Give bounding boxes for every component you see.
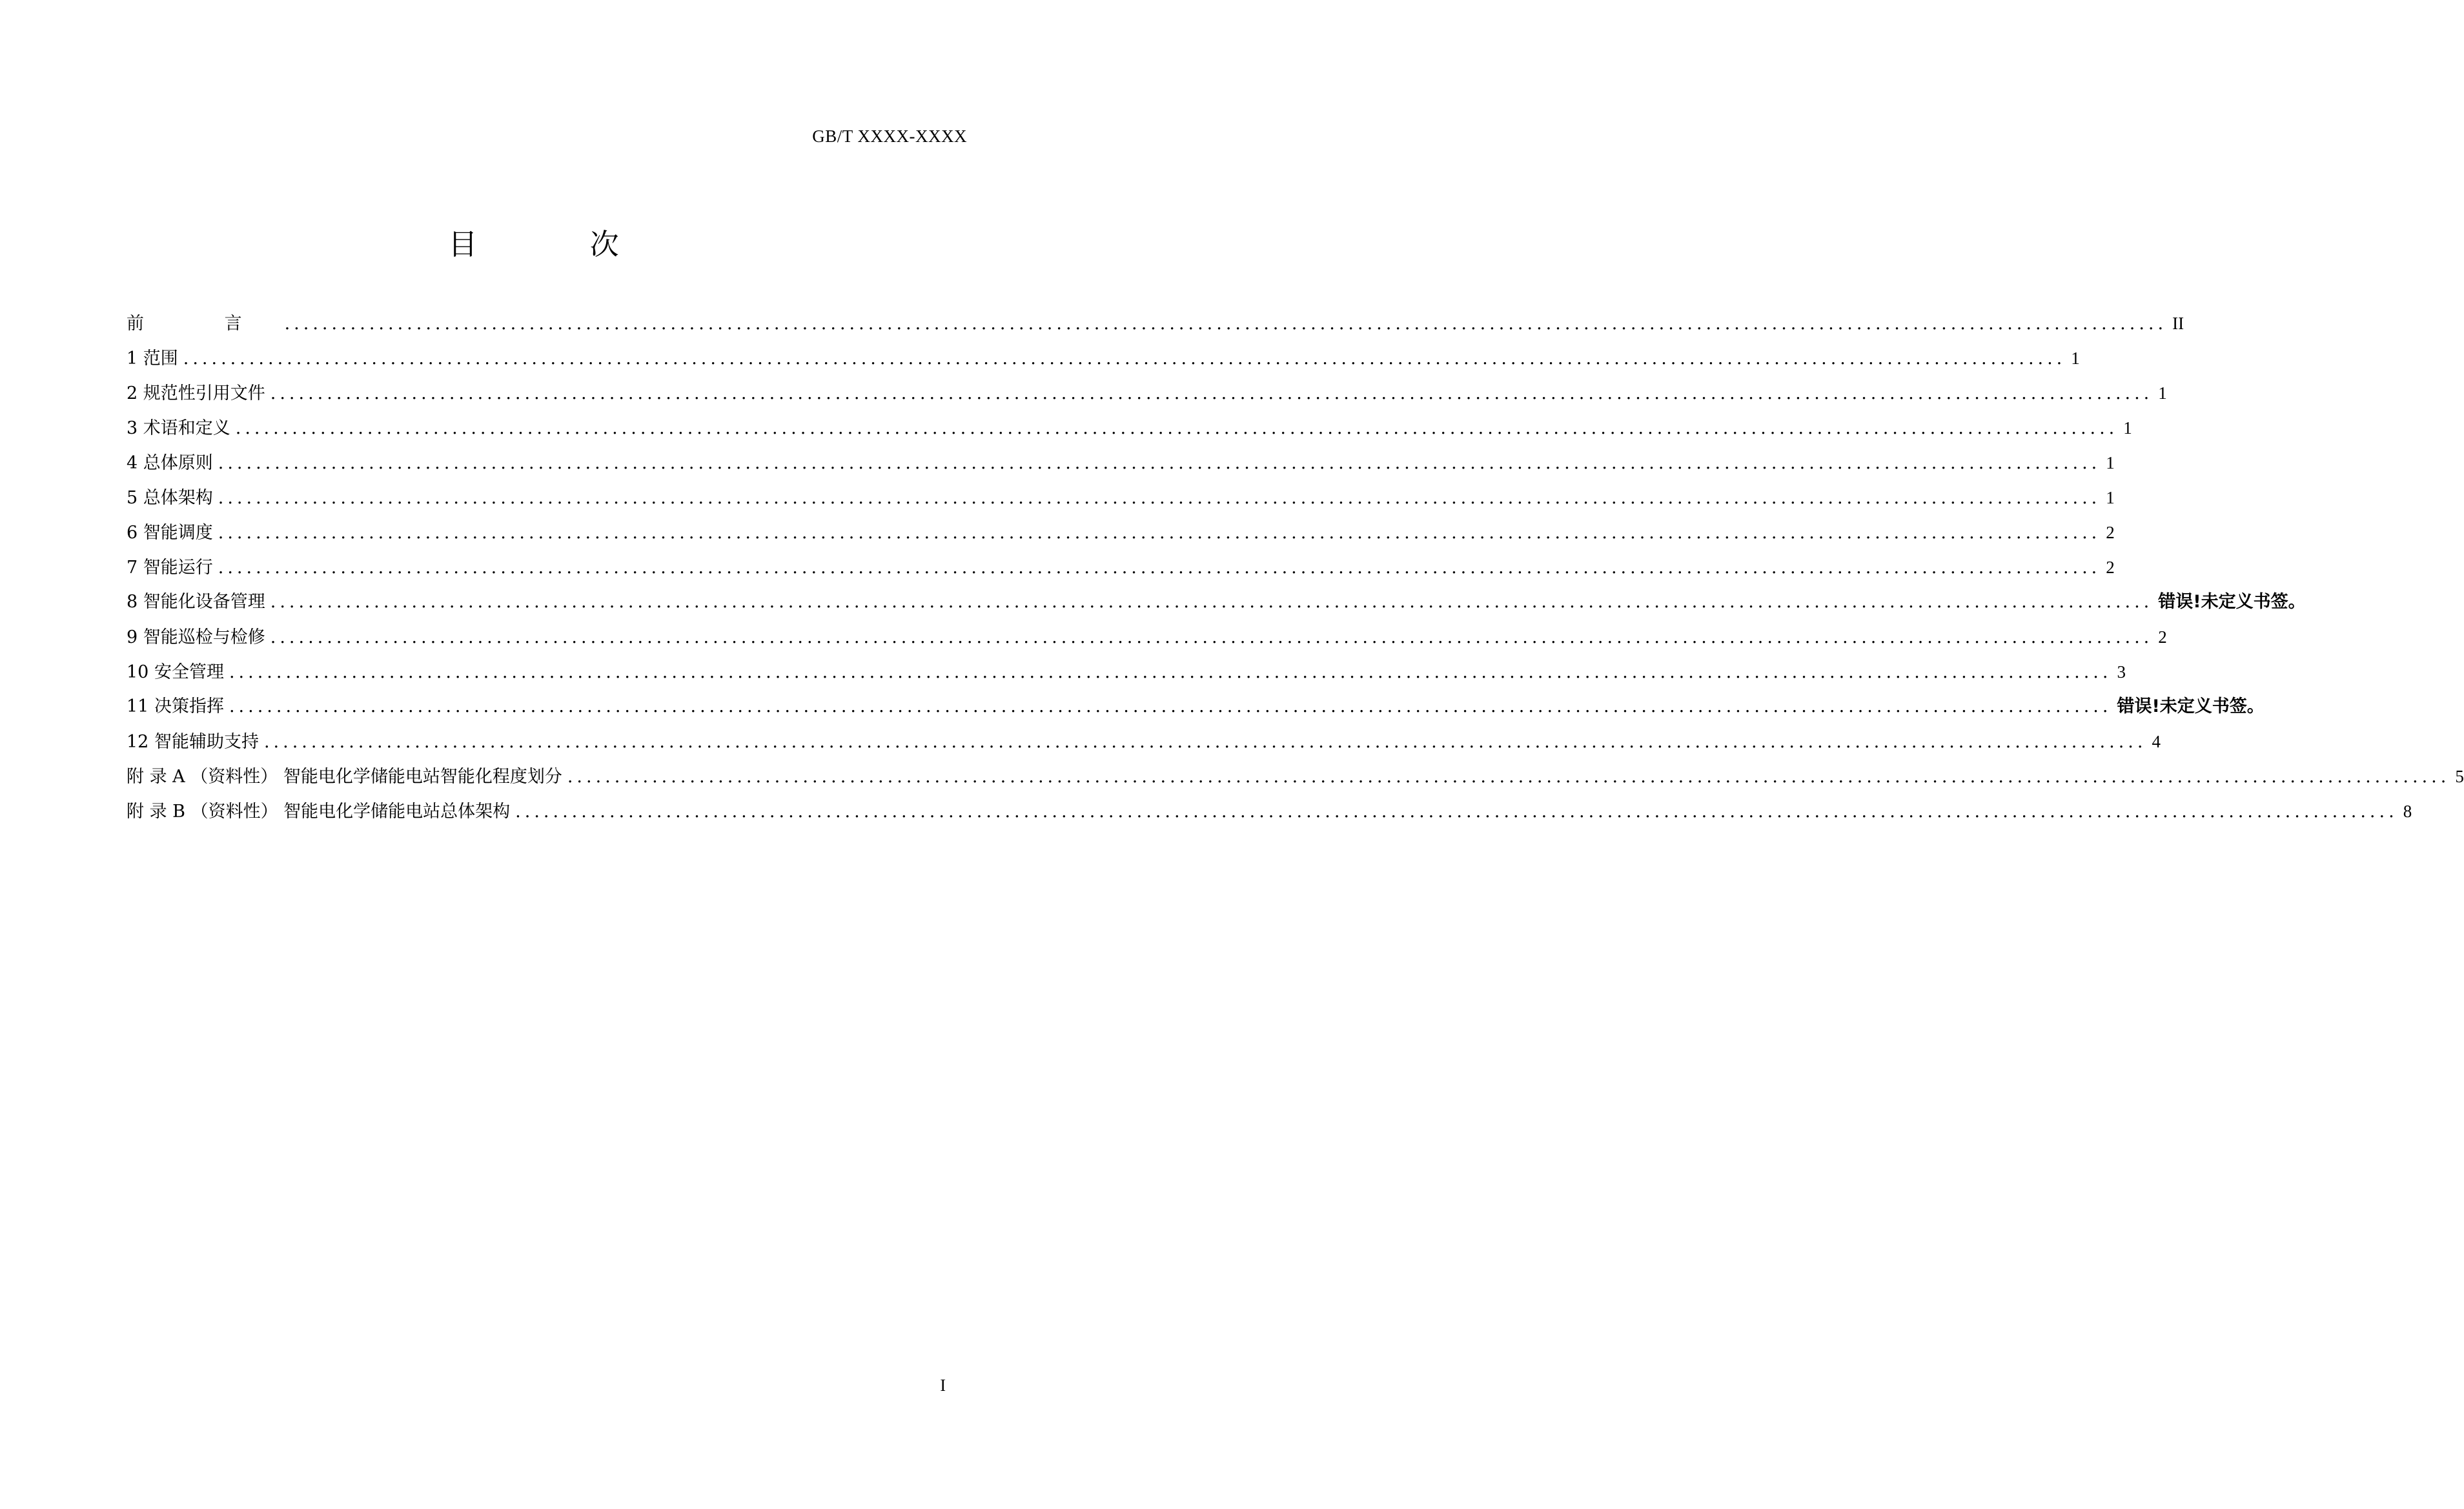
toc-entry[interactable] (127, 759, 2464, 794)
toc-entry-label: 8 智能化设备管理 (127, 592, 265, 612)
toc-entry[interactable] (127, 410, 2132, 445)
toc-entry-page-error: 错误!未定义书签。 (2117, 696, 2265, 716)
toc-entry-label: 3 术语和定义 (127, 418, 230, 438)
toc-dot-leader: ........................................................................................................................................................................................................ (218, 488, 2101, 508)
toc-entry-label: 10 安全管理 (127, 662, 224, 682)
toc-entry[interactable] (127, 794, 2412, 829)
toc-dot-leader: ........................................................................................................................................................................................................ (284, 314, 2168, 334)
toc-entry[interactable] (127, 376, 2167, 410)
page-number: I (940, 1376, 946, 1395)
toc-entry-page: 2 (2106, 523, 2115, 542)
toc-dot-leader: ........................................................................................................................................................................................................ (229, 696, 2112, 716)
toc-title: 目 次 (448, 227, 671, 261)
toc-entry-page: II (2172, 314, 2184, 333)
toc-entry[interactable] (127, 689, 2265, 724)
toc-dot-leader: ........................................................................................................................................................................................................ (567, 767, 2450, 787)
toc-dot-leader: ........................................................................................................................................................................................................ (515, 802, 2398, 822)
toc-dot-leader: ........................................................................................................................................................................................................ (270, 627, 2153, 647)
toc-entry-page: 3 (2117, 662, 2126, 682)
toc-entry-page: 2 (2106, 558, 2115, 577)
toc-entry-label: 附 录 A （资料性） 智能电化学储能电站智能化程度划分 (127, 767, 562, 787)
toc-entry-label: 2 规范性引用文件 (127, 383, 265, 403)
toc-entry[interactable] (127, 515, 2115, 550)
toc-entry-label: 12 智能辅助支持 (127, 732, 259, 752)
toc-entry-page: 5 (2455, 767, 2464, 786)
toc-dot-leader: ........................................................................................................................................................................................................ (270, 383, 2153, 403)
toc-entry-label: 附 录 B （资料性） 智能电化学储能电站总体架构 (127, 802, 511, 822)
toc-dot-leader: ........................................................................................................................................................................................................ (270, 592, 2153, 612)
toc-dot-leader: ........................................................................................................................................................................................................ (235, 418, 2119, 438)
table-of-contents (127, 306, 2464, 829)
toc-entry[interactable] (127, 585, 2306, 620)
toc-entry-page: 4 (2152, 732, 2161, 751)
toc-dot-leader: ........................................................................................................................................................................................................ (183, 349, 2066, 369)
toc-entry-page-error: 错误!未定义书签。 (2158, 592, 2306, 612)
toc-dot-leader: ........................................................................................................................................................................................................ (229, 662, 2112, 682)
toc-entry[interactable] (127, 480, 2115, 515)
toc-entry-page: 8 (2403, 802, 2412, 821)
toc-entry-label: 7 智能运行 (127, 558, 213, 578)
toc-dot-leader: ........................................................................................................................................................................................................ (218, 523, 2101, 543)
toc-entry-label: 9 智能巡检与检修 (127, 627, 265, 647)
toc-entry-page: 1 (2106, 453, 2115, 472)
toc-entry-label: 11 决策指挥 (127, 696, 224, 716)
toc-entry-page: 1 (2158, 383, 2167, 403)
toc-entry[interactable] (127, 654, 2126, 689)
toc-entry[interactable] (127, 341, 2080, 376)
toc-entry[interactable] (127, 550, 2115, 585)
toc-entry-page: 1 (2123, 418, 2132, 438)
toc-dot-leader: ........................................................................................................................................................................................................ (218, 558, 2101, 578)
toc-entry[interactable] (127, 620, 2167, 654)
toc-entry-page: 1 (2106, 488, 2115, 507)
toc-dot-leader: ........................................................................................................................................................................................................ (218, 453, 2101, 473)
toc-entry[interactable] (127, 445, 2115, 480)
toc-entry-label: 前 言 (127, 314, 280, 334)
toc-entry-page: 2 (2158, 627, 2167, 647)
toc-entry-label: 5 总体架构 (127, 488, 213, 508)
toc-dot-leader: ........................................................................................................................................................................................................ (263, 732, 2147, 752)
toc-entry[interactable] (127, 306, 2184, 341)
toc-entry[interactable] (127, 724, 2161, 759)
toc-entry-label: 6 智能调度 (127, 523, 213, 543)
document-code: GB/T XXXX-XXXX (812, 127, 967, 146)
toc-entry-label: 1 范围 (127, 349, 178, 369)
toc-entry-label: 4 总体原则 (127, 453, 213, 473)
toc-entry-page: 1 (2071, 349, 2080, 368)
